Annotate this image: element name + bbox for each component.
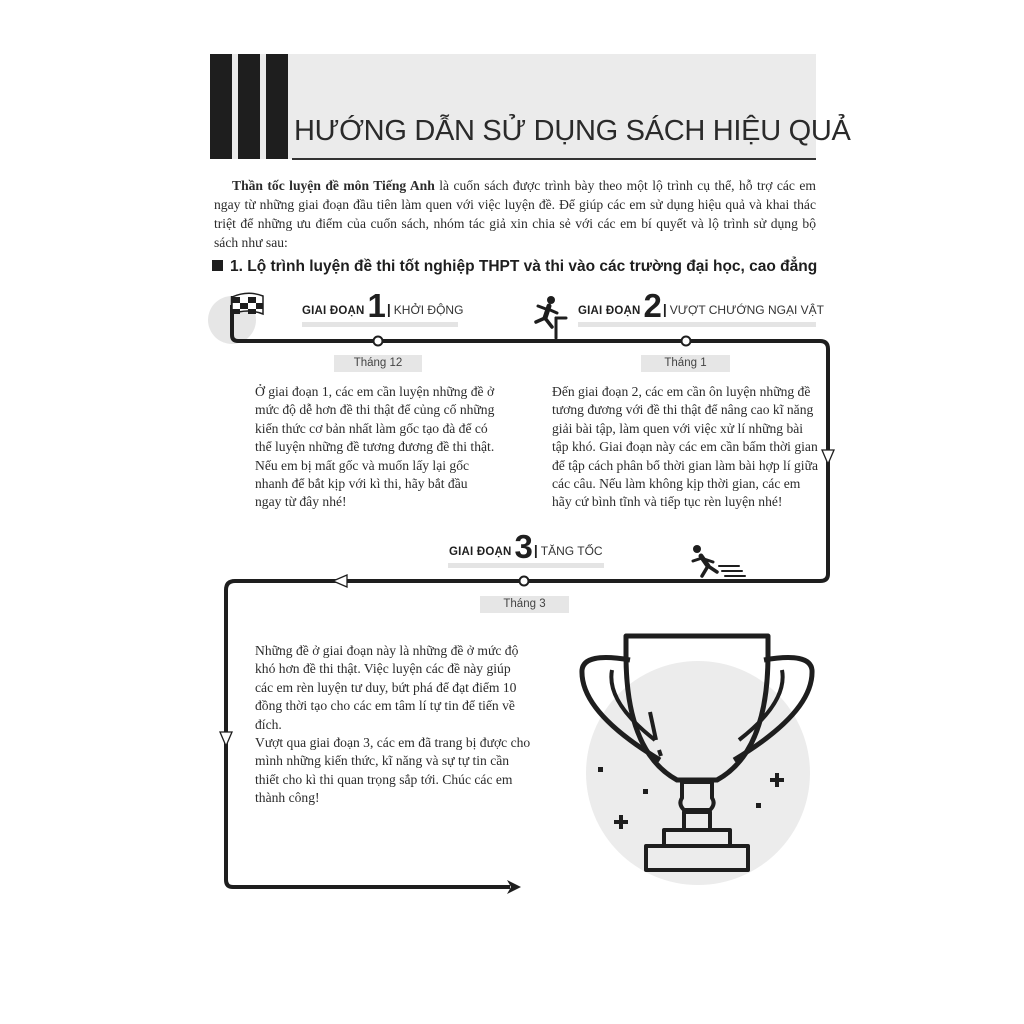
stage1-name: KHỞI ĐỘNG — [393, 303, 464, 317]
stage3-paragraph-1: Những đề ở giai đoạn này là những đề ở mức độ khó hơn đề thi thật. Việc luyện các đề này giúp các em rèn luyện tư duy, bứt phá để đạt điểm 10 đồng thời tạo cho các em tâm lí tự tin để tiến về đích. — [255, 643, 519, 732]
stage1-paragraph-2: Nếu em bị mất gốc và muốn lấy lại gốc nhanh để bắt kịp với kì thi, hãy bắt đầu ngay từ đây nhé! — [255, 457, 470, 510]
stage3-month: Tháng 3 — [480, 596, 569, 613]
stage2-month: Tháng 1 — [641, 355, 730, 372]
direction-marker-down-2 — [220, 732, 232, 746]
stage3-word: GIAI ĐOẠN — [449, 546, 512, 558]
stage3-name: TĂNG TỐC — [540, 544, 603, 558]
stage2-name: VƯỢT CHƯỚNG NGẠI VẬT — [669, 303, 824, 317]
stage2-word: GIAI ĐOẠN — [578, 305, 641, 317]
stage1-paragraph-1: Ở giai đoạn 1, các em cần luyện những đề ở mức độ dễ hơn đề thi thật để củng cố những kiến thức cơ bản nhất làm gốc tạo đà để có thể luyện những đề tương đương đề thi thật. — [255, 384, 495, 455]
page-title: HƯỚNG DẪN SỬ DỤNG SÁCH HIỆU QUẢ — [294, 115, 851, 147]
stage3-label — [449, 528, 603, 565]
intro-lead: Thần tốc luyện đề môn Tiếng Anh — [232, 178, 435, 193]
section-heading-text: 1. Lộ trình luyện đề thi tốt nghiệp THPT và thi vào các trường đại học, cao đẳng — [230, 258, 818, 275]
stage1-word: GIAI ĐOẠN — [302, 305, 365, 317]
milestone-dot-2 — [682, 337, 691, 346]
stage2-text — [552, 383, 818, 512]
stage1-separator: | — [386, 301, 391, 317]
stage3-paragraph-2: Vượt qua giai đoạn 3, các em đã trang bị được cho mình những kiến thức, kĩ năng và sự tự tin cần thiết cho kì thi quan trọng sắp tới. Chúc các em thành công! — [255, 735, 531, 806]
stage3-separator: | — [533, 542, 538, 558]
stage3-number: 3 — [514, 528, 533, 565]
stage3-text — [255, 642, 531, 808]
intro-body: là cuốn sách được trình bày theo một lộ trình cụ thể, hỗ trợ các em ngay từ những giai đoạn đầu tiên làm quen với việc luyện đề. Để giúp các em sử dụng hiệu quả và khai thác triệt để những ưu điểm của cuốn sách, nhóm tác giả xin chia sẻ với các em bí quyết và lộ trình sử dụng bộ sách như sau: — [214, 178, 816, 250]
direction-marker-down-1 — [822, 450, 834, 464]
stage2-underline — [578, 322, 816, 327]
milestone-dot-1 — [374, 337, 383, 346]
stage1-month: Tháng 12 — [334, 355, 422, 372]
stage2-number: 2 — [643, 287, 662, 324]
hurdle-jumper-icon — [536, 296, 566, 338]
stage1-label — [302, 287, 464, 324]
stage1-text — [255, 383, 497, 512]
stage2-label — [578, 287, 824, 324]
milestone-dot-3 — [520, 577, 529, 586]
stage1-number: 1 — [367, 287, 386, 324]
direction-marker-left — [333, 575, 347, 587]
stage2-separator: | — [662, 301, 667, 317]
stage2-paragraph-1: Đến giai đoạn 2, các em cần ôn luyện những đề tương đương với đề thi thật để nâng cao kĩ năng giải bài tập, làm quen với việc xử lí những bài tập khó. Giai đoạn này các em cần bấm thời gian để tập cách phân bổ thời gian làm bài hợp lí giữa các câu. Nếu làm không kịp thời gian, các em hãy cứ bình tĩnh và tiếp tục rèn luyện nhé! — [552, 384, 818, 510]
running-man-icon — [693, 545, 745, 576]
